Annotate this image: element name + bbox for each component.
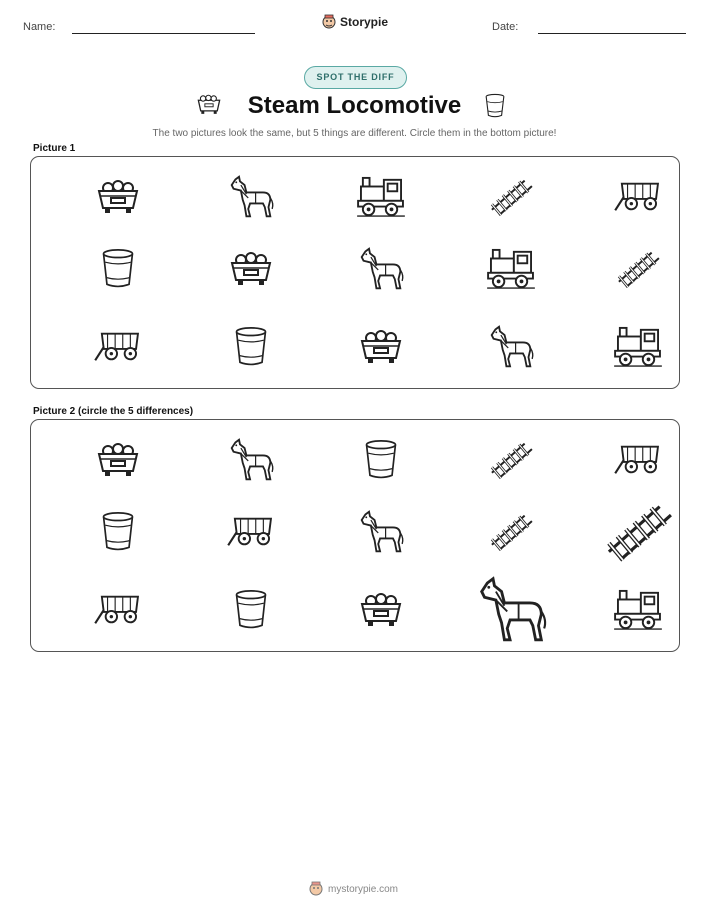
- grid-cell-r1c5[interactable]: [593, 157, 683, 237]
- grid-cell-r3c1[interactable]: [73, 307, 163, 387]
- grid-cell-r2c3[interactable]: [336, 229, 426, 309]
- footer-url[interactable]: mystorypie.com: [328, 883, 399, 895]
- wagon-icon: [94, 328, 142, 366]
- wagon-icon: [94, 591, 142, 629]
- bucket-icon: [234, 588, 268, 632]
- bucket-icon: [101, 247, 135, 291]
- grid-cell-r1c3[interactable]: [336, 420, 426, 500]
- grid-cell-r3c1[interactable]: [73, 570, 163, 650]
- wagon-icon: [227, 513, 275, 551]
- rail-track-icon: [488, 440, 534, 480]
- spot-the-diff-badge: SPOT THE DIFF: [304, 66, 407, 89]
- grid-cell-r2c2[interactable]: [206, 229, 296, 309]
- rail-track-icon: [603, 501, 674, 563]
- grid-cell-r2c5[interactable]: [593, 492, 683, 572]
- grid-cell-r3c4[interactable]: [466, 307, 556, 387]
- brand-name: Storypie: [340, 15, 389, 29]
- grid-cell-r2c4[interactable]: [466, 492, 556, 572]
- date-label: Date:: [492, 21, 519, 33]
- locomotive-icon: [614, 326, 662, 368]
- grid-cell-r2c5[interactable]: [593, 229, 683, 309]
- coal-cart-icon: [96, 440, 140, 480]
- grid-cell-r3c2[interactable]: [206, 307, 296, 387]
- footer: [309, 881, 398, 897]
- grid-cell-r2c1[interactable]: [73, 492, 163, 572]
- horse-icon: [228, 175, 274, 219]
- grid-cell-r2c1[interactable]: [73, 229, 163, 309]
- date-line[interactable]: [538, 33, 686, 34]
- grid-cell-r1c2[interactable]: [206, 420, 296, 500]
- grid-cell-r2c3[interactable]: [336, 492, 426, 572]
- locomotive-icon: [357, 176, 405, 218]
- grid-cell-r3c5[interactable]: [593, 307, 683, 387]
- coal-cart-icon: [359, 590, 403, 630]
- grid-cell-r1c4[interactable]: [466, 157, 556, 237]
- rail-track-icon: [615, 249, 661, 289]
- instructions: The two pictures look the same, but 5 things are different. Circle them in the bottom picture!: [152, 128, 557, 139]
- coal-cart-icon: [359, 327, 403, 367]
- picture-1-label: Picture 1: [33, 143, 76, 154]
- grid-cell-r1c2[interactable]: [206, 157, 296, 237]
- grid-cell-r3c3[interactable]: [336, 570, 426, 650]
- grid-cell-r1c4[interactable]: [466, 420, 556, 500]
- wagon-icon: [614, 441, 662, 479]
- rail-track-icon: [488, 512, 534, 552]
- name-label: Name:: [23, 21, 56, 33]
- grid-cell-r3c2[interactable]: [206, 570, 296, 650]
- grid-cell-r2c2[interactable]: [206, 492, 296, 572]
- storypie-logo-icon: [309, 881, 323, 897]
- coal-cart-icon: [229, 249, 273, 289]
- horse-icon: [228, 438, 274, 482]
- grid-cell-r1c3[interactable]: [336, 157, 426, 237]
- horse-icon: [488, 325, 534, 369]
- brand-logo: [322, 14, 388, 30]
- bucket-icon: [364, 438, 398, 482]
- bucket-icon: [484, 92, 506, 120]
- page-title: Steam Locomotive: [247, 92, 462, 119]
- bucket-icon: [101, 510, 135, 554]
- rail-track-icon: [488, 177, 534, 217]
- grid-cell-r1c1[interactable]: [73, 157, 163, 237]
- name-line[interactable]: [72, 33, 255, 34]
- grid-cell-r3c3[interactable]: [336, 307, 426, 387]
- picture-1-panel: [30, 156, 680, 389]
- grid-cell-r1c5[interactable]: [593, 420, 683, 500]
- locomotive-icon: [487, 248, 535, 290]
- grid-cell-r2c4[interactable]: [466, 229, 556, 309]
- wagon-icon: [614, 178, 662, 216]
- horse-icon: [358, 247, 404, 291]
- bucket-icon: [234, 325, 268, 369]
- grid-cell-r3c4[interactable]: [466, 570, 556, 650]
- horse-icon: [476, 576, 547, 644]
- grid-cell-r1c1[interactable]: [73, 420, 163, 500]
- picture-2-panel[interactable]: [30, 419, 680, 652]
- picture-2-label: Picture 2 (circle the 5 differences): [33, 406, 194, 417]
- coal-cart-icon: [96, 177, 140, 217]
- storypie-logo-icon: [322, 14, 336, 30]
- horse-icon: [358, 510, 404, 554]
- grid-cell-r3c5[interactable]: [593, 570, 683, 650]
- title-right-icon: [484, 92, 506, 125]
- locomotive-icon: [614, 589, 662, 631]
